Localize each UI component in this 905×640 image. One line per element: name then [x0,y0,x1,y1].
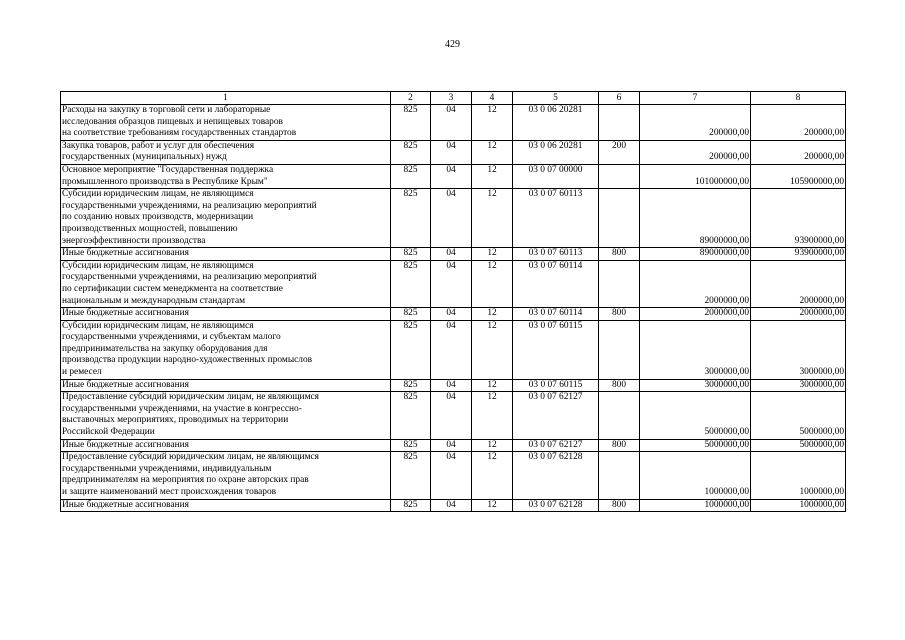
table-row [61,452,846,499]
cell-amount-year2: 2000000,00 [751,308,846,321]
description-line: предпринимательства на закупку оборудования для [62,343,268,354]
cell-amount-year1: 1000000,00 [640,452,751,499]
cell-ministry-code: 825 [391,105,431,141]
row-description [61,392,391,439]
description-line: на соответствие требованиям государственных стандартов [62,128,297,139]
cell-target-article: 03 0 07 62128 [513,452,599,499]
cell-ministry-code: 825 [391,189,431,248]
cell-expense-type [599,320,640,379]
description-line: Предоставление субсидий юридическим лицам, не являющимся [62,392,319,403]
cell-target-article: 03 0 07 62127 [513,439,599,452]
column-header: 2 [391,92,431,105]
row-description [61,308,391,321]
column-header: 7 [640,92,751,105]
cell-expense-type: 800 [599,248,640,261]
description-line: государственных (муниципальных) нужд [62,152,227,163]
table-row [61,164,846,188]
column-header: 8 [751,92,846,105]
cell-expense-type [599,164,640,188]
description-line: выставочных мероприятиях, проводимых на территории [62,415,289,426]
cell-ministry-code: 825 [391,379,431,392]
table-row [61,105,846,141]
cell-ministry-code: 825 [391,452,431,499]
cell-subsection: 12 [472,499,513,512]
description-line: государственными учреждениями, на реализацию мероприятий [62,272,317,283]
cell-amount-year2: 1000000,00 [751,499,846,512]
description-line: промышленного производства в Республике Крым" [62,176,268,187]
description-line: Иные бюджетные ассигнования [62,499,189,510]
cell-amount-year1: 5000000,00 [640,392,751,439]
cell-target-article: 03 0 07 60113 [513,248,599,261]
row-description [61,140,391,164]
cell-amount-year2: 1000000,00 [751,452,846,499]
row-description [61,105,391,141]
row-description [61,320,391,379]
cell-section: 04 [431,379,472,392]
cell-ministry-code: 825 [391,392,431,439]
cell-expense-type [599,452,640,499]
cell-amount-year2: 3000000,00 [751,379,846,392]
cell-section: 04 [431,452,472,499]
description-line: производственных мощностей, повышению [62,223,238,234]
cell-amount-year1: 101000000,00 [640,164,751,188]
description-line: Предоставление субсидий юридическим лицам, не являющимся [62,452,319,463]
cell-target-article: 03 0 07 60115 [513,320,599,379]
table-row [61,308,846,321]
table-row [61,392,846,439]
description-line: по сертификации систем менеджмента на соответствие [62,283,283,294]
cell-section: 04 [431,164,472,188]
table-row [61,499,846,512]
cell-amount-year1: 1000000,00 [640,499,751,512]
description-line: государственными учреждениями, индивидуальным [62,463,272,474]
cell-expense-type: 200 [599,140,640,164]
description-line: национальным и международным стандартам [62,295,246,306]
cell-target-article: 03 0 07 00000 [513,164,599,188]
description-line: Основное мероприятие "Государственная поддержка [62,164,274,175]
description-line: государственными учреждениями, на участие в конгрессно- [62,403,302,414]
description-line: предпринимателям на мероприятия по охране авторских прав [62,475,309,486]
cell-amount-year1: 200000,00 [640,140,751,164]
cell-amount-year2: 200000,00 [751,140,846,164]
cell-expense-type: 800 [599,439,640,452]
cell-target-article: 03 0 07 60114 [513,308,599,321]
table-row [61,260,846,307]
description-line: Субсидии юридическим лицам, не являющимся [62,189,254,200]
table-row [61,320,846,379]
cell-target-article: 03 0 07 62128 [513,499,599,512]
cell-section: 04 [431,392,472,439]
cell-amount-year1: 3000000,00 [640,320,751,379]
description-line: Субсидии юридическим лицам, не являющимся [62,260,254,271]
cell-amount-year2: 2000000,00 [751,260,846,307]
cell-amount-year1: 3000000,00 [640,379,751,392]
description-line: по созданию новых производств, модернизации [62,212,254,223]
cell-section: 04 [431,320,472,379]
row-description [61,499,391,512]
cell-subsection: 12 [472,105,513,141]
cell-section: 04 [431,439,472,452]
cell-expense-type: 800 [599,308,640,321]
cell-target-article: 03 0 07 60115 [513,379,599,392]
cell-amount-year1: 5000000,00 [640,439,751,452]
description-line: исследования образцов пищевых и непищевых товаров [62,116,283,127]
cell-amount-year2: 93900000,00 [751,248,846,261]
cell-amount-year1: 2000000,00 [640,260,751,307]
cell-subsection: 12 [472,248,513,261]
description-line: Иные бюджетные ассигнования [62,308,189,319]
cell-amount-year2: 93900000,00 [751,189,846,248]
cell-amount-year1: 200000,00 [640,105,751,141]
cell-target-article: 03 0 07 60113 [513,189,599,248]
table-row [61,439,846,452]
cell-subsection: 12 [472,439,513,452]
cell-expense-type: 800 [599,379,640,392]
row-description [61,164,391,188]
cell-ministry-code: 825 [391,320,431,379]
cell-target-article: 03 0 06 20281 [513,105,599,141]
cell-section: 04 [431,308,472,321]
cell-section: 04 [431,248,472,261]
table-row [61,248,846,261]
cell-expense-type [599,260,640,307]
cell-target-article: 03 0 06 20281 [513,140,599,164]
page-number: 429 [445,39,460,50]
cell-expense-type: 800 [599,499,640,512]
cell-target-article: 03 0 07 60114 [513,260,599,307]
cell-subsection: 12 [472,189,513,248]
description-line: Иные бюджетные ассигнования [62,379,189,390]
cell-amount-year2: 105900000,00 [751,164,846,188]
cell-amount-year2: 3000000,00 [751,320,846,379]
cell-section: 04 [431,189,472,248]
cell-expense-type [599,189,640,248]
cell-ministry-code: 825 [391,140,431,164]
description-line: Российской Федерации [62,427,155,438]
description-line: Иные бюджетные ассигнования [62,439,189,450]
cell-subsection: 12 [472,164,513,188]
description-line: Расходы на закупку в торговой сети и лабораторные [62,105,271,115]
cell-section: 04 [431,105,472,141]
cell-amount-year1: 2000000,00 [640,308,751,321]
column-header: 5 [513,92,599,105]
row-description [61,439,391,452]
description-line: Субсидии юридическим лицам, не являющимся [62,320,254,331]
cell-amount-year2: 5000000,00 [751,439,846,452]
budget-table [60,91,846,512]
column-header: 6 [599,92,640,105]
cell-subsection: 12 [472,392,513,439]
cell-amount-year2: 200000,00 [751,105,846,141]
cell-ministry-code: 825 [391,308,431,321]
table-row [61,140,846,164]
cell-ministry-code: 825 [391,248,431,261]
cell-section: 04 [431,499,472,512]
cell-subsection: 12 [472,140,513,164]
table-row [61,379,846,392]
cell-ministry-code: 825 [391,499,431,512]
column-header: 1 [61,92,391,105]
cell-subsection: 12 [472,320,513,379]
cell-target-article: 03 0 07 62127 [513,392,599,439]
description-line: Закупка товаров, работ и услуг для обеспечения [62,140,255,151]
cell-expense-type [599,392,640,439]
column-header: 3 [431,92,472,105]
column-header: 4 [472,92,513,105]
cell-subsection: 12 [472,452,513,499]
cell-section: 04 [431,140,472,164]
row-description [61,248,391,261]
cell-subsection: 12 [472,308,513,321]
cell-amount-year1: 89000000,00 [640,189,751,248]
table-row [61,189,846,248]
cell-section: 04 [431,260,472,307]
row-description [61,260,391,307]
description-line: энергоэффективности производства [62,235,206,246]
cell-subsection: 12 [472,379,513,392]
cell-amount-year2: 5000000,00 [751,392,846,439]
description-line: Иные бюджетные ассигнования [62,248,189,259]
header-row [61,92,846,105]
description-line: государственными учреждениями, и субъектам малого [62,332,281,343]
description-line: и защите наименований мест происхождения товаров [62,487,277,497]
cell-ministry-code: 825 [391,164,431,188]
description-line: и ремесел [62,367,102,378]
cell-ministry-code: 825 [391,439,431,452]
description-line: государственными учреждениями, на реализацию мероприятий [62,200,317,211]
cell-expense-type [599,105,640,141]
cell-subsection: 12 [472,260,513,307]
row-description [61,189,391,248]
row-description [61,452,391,499]
cell-ministry-code: 825 [391,260,431,307]
cell-amount-year1: 89000000,00 [640,248,751,261]
description-line: производства продукции народно-художественных промыслов [62,355,313,366]
row-description [61,379,391,392]
